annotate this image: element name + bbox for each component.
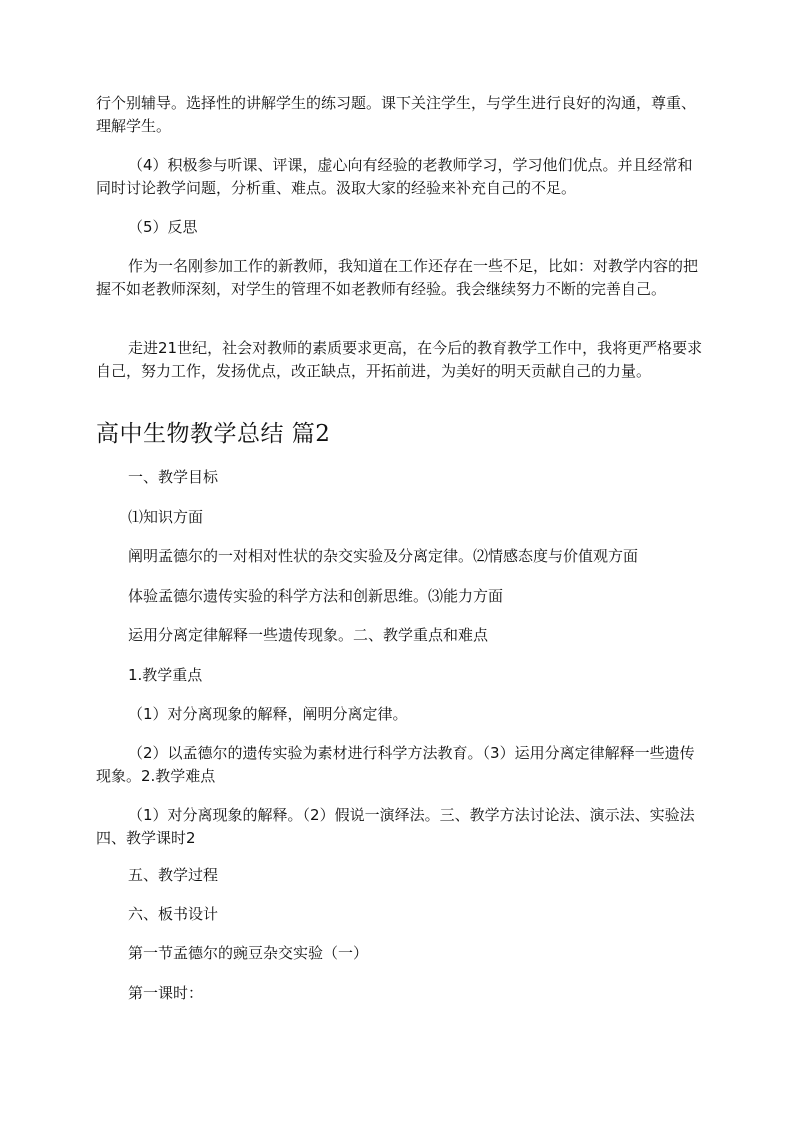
paragraph-ability-text: 运用分离定律解释一些遗传现象。二、教学重点和难点 xyxy=(128,626,489,644)
paragraph-key-point-1: （1）对分离现象的解释，阐明分离定律。 xyxy=(128,705,408,723)
paragraph-board-design: 六、板书设计 xyxy=(128,905,219,923)
paragraph-key-points-label: 1.教学重点 xyxy=(128,666,203,684)
paragraph-emotion-text: 体验孟德尔遗传实验的科学方法和创新思维。⑶能力方面 xyxy=(128,587,504,605)
paragraph-item-5-label: （5）反思 xyxy=(128,218,198,236)
section-heading: 高中生物教学总结 篇2 xyxy=(96,421,331,447)
paragraph-section-title: 第一节孟德尔的豌豆杂交实验（一） xyxy=(128,944,369,962)
paragraph-key-point-2: （2）以孟德尔的遗传实验为素材进行科学方法教育。（3）运用分离定律解释一些遗传现象。2.教学难点 xyxy=(96,744,695,785)
paragraph-knowledge-text: 阐明孟德尔的一对相对性状的杂交实验及分离定律。⑵情感态度与价值观方面 xyxy=(128,547,639,565)
paragraph-tutoring: 行个别辅导。选择性的讲解学生的练习题。课下关注学生，与学生进行良好的沟通，尊重、理解学生。 xyxy=(96,94,697,135)
paragraph-process: 五、教学过程 xyxy=(128,866,219,884)
paragraph-knowledge-label: ⑴知识方面 xyxy=(128,508,204,526)
paragraph-goals-heading: 一、教学目标 xyxy=(128,468,219,486)
paragraph-difficulty-1: （1）对分离现象的解释。（2）假说一演绎法。三、教学方法讨论法、演示法、实验法四、教学课时2 xyxy=(96,806,695,847)
paragraph-reflection: 作为一名刚参加工作的新教师，我知道在工作还存在一些不足，比如：对教学内容的把握不如老教师深刻，对学生的管理不如老教师有经验。我会继续努力不断的完善自己。 xyxy=(96,257,699,298)
paragraph-future: 走进21世纪，社会对教师的素质要求更高，在今后的教育教学工作中，我将更严格要求自己，努力工作，发扬优点，改正缺点，开拓前进，为美好的明天贡献自己的力量。 xyxy=(96,339,703,380)
paragraph-lesson: 第一课时： xyxy=(128,984,204,1002)
paragraph-item-4: （4）积极参与听课、评课，虚心向有经验的老教师学习，学习他们优点。并且经常和同时讨论教学问题，分析重、难点。汲取大家的经验来补充自己的不足。 xyxy=(96,156,693,197)
